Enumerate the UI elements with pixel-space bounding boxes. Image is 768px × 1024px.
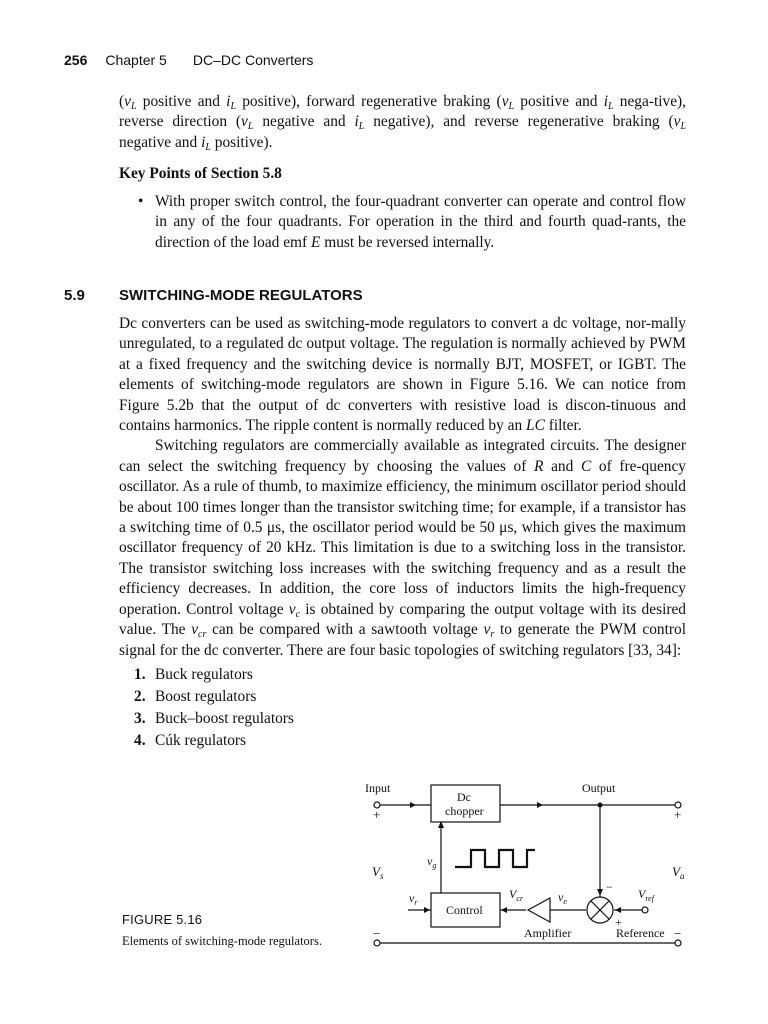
reference-label: Reference bbox=[616, 926, 665, 940]
body-text bbox=[119, 314, 686, 661]
figure-caption: Elements of switching-mode regulators. bbox=[122, 934, 322, 948]
svg-text:−: − bbox=[606, 880, 613, 894]
reference-arrow bbox=[615, 907, 621, 913]
vr-label: $v_r$ bbox=[409, 891, 418, 907]
figure-label: FIGURE 5.16 bbox=[122, 912, 203, 927]
pwm-waveform bbox=[455, 850, 535, 867]
list-item: 1. Buck regulators bbox=[134, 666, 253, 683]
svg-text:−: − bbox=[373, 926, 381, 941]
list-item: 3. Buck–boost regulators bbox=[134, 710, 294, 727]
vref-label: $V_{ref}$ bbox=[638, 887, 654, 903]
intro-paragraph: ($v_L$ positive and $i_L$ positive), forward regenerative braking ($v_L$ positive and $i_L$ nega-tive), reverse direction ($v_L$ negative and $i_L$ negative), and reverse regenerative braking ($v_L$ negative and $i_L$ positive). bbox=[119, 93, 687, 153]
bullet-icon: • bbox=[138, 193, 144, 210]
reference-terminal bbox=[642, 907, 648, 913]
vr-arrow bbox=[424, 907, 430, 913]
output-junction-dot bbox=[598, 803, 603, 808]
svg-text:chopper: chopper bbox=[445, 804, 484, 818]
list-item: 2. Boost regulators bbox=[134, 688, 257, 705]
svg-text:+: + bbox=[615, 915, 622, 929]
chapter-title: DC–DC Converters bbox=[192, 52, 314, 68]
regulator-block-diagram bbox=[360, 775, 690, 950]
list-item: 4. Cúk regulators bbox=[134, 732, 247, 749]
ve-label: $v_e$ bbox=[558, 890, 567, 906]
output-arrow bbox=[537, 802, 543, 808]
key-points-title: Key Points of Section 5.8 bbox=[119, 165, 282, 182]
svg-text:+: + bbox=[373, 807, 381, 822]
svg-text:+: + bbox=[674, 807, 682, 822]
chopper-label: Dc bbox=[457, 790, 471, 804]
running-head bbox=[64, 52, 313, 68]
chapter-label: Chapter 5 bbox=[105, 52, 167, 68]
input-label: Input bbox=[365, 781, 391, 795]
section-number: 5.9 bbox=[64, 287, 85, 304]
key-point-bullet: • With proper switch control, the four-quadrant converter can operate and control flow in any of the four quadrants. For operation in the third and fourth quad-rants, the direction of the load emf E must be reversed internally. bbox=[138, 193, 686, 251]
vg-label: $v_g$ bbox=[427, 854, 437, 870]
control-label: Control bbox=[446, 903, 483, 917]
va-label: $V_a$ bbox=[672, 864, 685, 881]
topologies-list bbox=[134, 664, 294, 752]
vs-label: $V_s$ bbox=[372, 864, 384, 881]
amplifier-label: Amplifier bbox=[524, 926, 572, 940]
body-paragraph-1: Dc converters can be used as switching-mode regulators to convert a dc voltage, nor-mally unregulated, to a regulated dc output voltage. The regulation is normally achieved by PWM at a fixed frequency and the switching device is normally BJT, MOSFET, or IGBT. The elements of switching-mode regulators are shown in Figure 5.16. We can notice from Figure 5.2b that the output of dc converters with resistive load is discon-tinuous and contains harmonics. The ripple content is normally reduced by an LC filter. bbox=[119, 315, 686, 435]
section-title: SWITCHING-MODE REGULATORS bbox=[119, 287, 363, 304]
amplifier-symbol bbox=[528, 898, 550, 922]
page-number: 256 bbox=[64, 52, 88, 68]
output-label: Output bbox=[582, 781, 616, 795]
feedback-arrow bbox=[597, 889, 603, 896]
input-arrow bbox=[410, 802, 416, 808]
vcr-arrow bbox=[501, 907, 507, 913]
body-paragraph-2: Switching regulators are commercially available as integrated circuits. The designer can select the switching frequency by choosing the values of R and C of fre-quency oscillator. As a rule of thumb, to maximize efficiency, the minimum oscillator period should be about 100 times longer than the transistor switching time; for example, if a transistor has a switching time of 0.5 μs, the oscillator period would be 50 μs, which gives the maximum oscillator frequency of 20 kHz. This limitation is due to a switching loss in the transistor. The transistor switching loss increases with the switching frequency and as a result the efficiency decreases. In addition, the core loss of inductors limits the high-frequency operation. Control voltage $v_c$ is obtained by comparing the output voltage with its desired value. The $v_{cr}$ can be compared with a sawtooth voltage $v_r$ to generate the PWM control signal for the dc converter. There are four basic topologies of switching regulators [33, 34]: bbox=[119, 437, 686, 659]
vcr-label: $V_{cr}$ bbox=[509, 887, 524, 903]
svg-text:−: − bbox=[674, 926, 682, 941]
